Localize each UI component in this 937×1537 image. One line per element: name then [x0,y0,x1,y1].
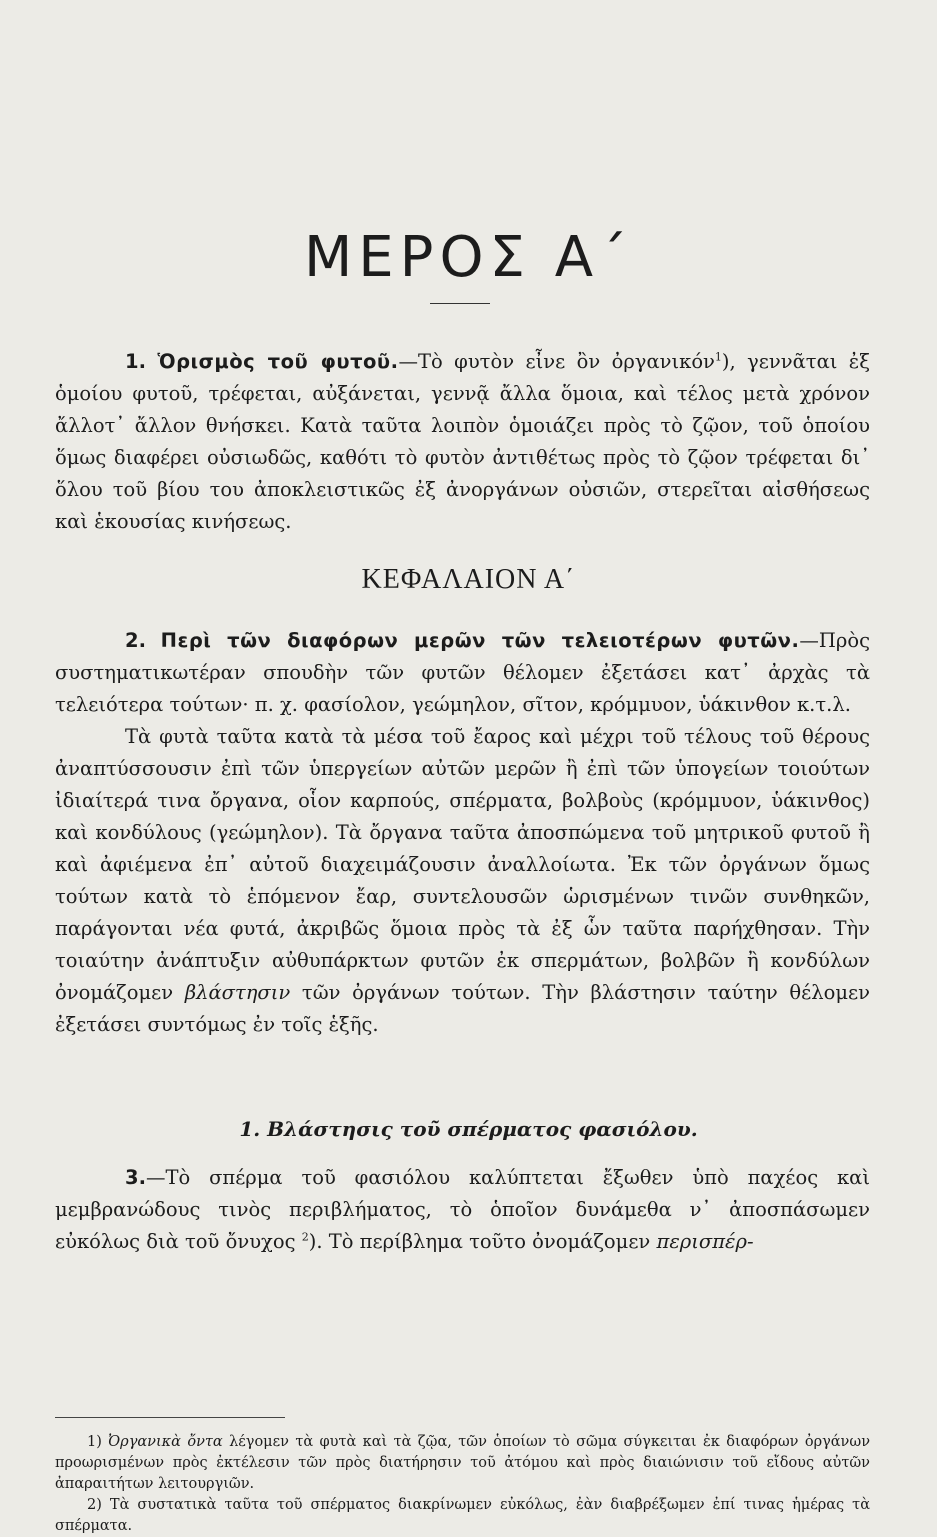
section-2-number: 2. [125,629,146,652]
section-1-heading: Ὁρισμὸς τοῦ φυτοῦ. [157,350,399,373]
footnote-1-text: λέγομεν τὰ φυτὰ καὶ τὰ ζῷα, τῶν ὁποίων τὸ σῶμα σύγκειται ἐκ διαφόρων ὀργάνων προωρισμένων πρὸς ἐκτέλεσιν τῶν πρὸς διατήρησιν τοῦ ἀτόμου καὶ πρὸς διαιώνισιν τοῦ εἴδους αὐτῶν ἀπαραιτήτων λειτουργιῶν. [55,1434,871,1492]
section-1-text-b: ), γεννᾶται ἐξ ὁμοίου φυτοῦ, τρέφεται, αὐξάνεται, γεννᾷ ἄλλα ὅμοια, καὶ τέλος μετὰ χρόνον ἄλλοτ᾽ ἄλλον θνήσκει. Κατὰ ταῦτα λοιπὸν ὁμοιάζει πρὸς τὸ ζῷον, τοῦ ὁποίου ὅμως διαφέρει οὐσιωδῶς, καθότι τὸ φυτὸν ἀντιθέτως πρὸς τὸ ζῷον τρέφεται δι᾽ ὅλου τοῦ βίου του ἀποκλειστικῶς ἐξ ἀνοργάνων οὐσιῶν, στερεῖται αἰσθήσεως καὶ ἑκουσίας κινήσεως. [55,350,870,533]
section-3-paragraph [55,1162,870,1258]
section-2 [55,625,870,1041]
section-2-para2-a: Τὰ φυτὰ ταῦτα κατὰ τὰ μέσα τοῦ ἔαρος καὶ μέχρι τοῦ τέλους τοῦ θέρους ἀναπτύσσουσιν ἐπὶ τῶν ὑπεργείων αὐτῶν μερῶν ἢ ἐπὶ τῶν ὑπογείων τοιούτων ἰδιαίτερά τινα ὄργανα, οἷον καρπούς, σπέρματα, βολβοὺς (κρόμμυον, ὑάκινθος) καὶ κονδύλους (γεώμηλον). Τὰ ὄργανα ταῦτα ἀποσπώμενα τοῦ μητρικοῦ φυτοῦ ἢ καὶ ἀφιέμενα ἐπ᾽ αὐτοῦ διαχειμάζουσιν ἀναλλοίωτα. Ἐκ τῶν ὀργάνων ὅμως τούτων κατὰ τὸ ἑπόμενον ἔαρ, συντελουσῶν ὡρισμένων τινῶν συνθηκῶν, παράγονται νέα φυτά, ἀκριβῶς ὅμοια πρὸς τὰ ἐξ ὧν ταῦτα παρήχθησαν. Τὴν τοιαύτην ἀνάπτυξιν αὐθυπάρκτων φυτῶν ἐκ σπερμάτων, βολβῶν ἢ κονδύλων ὀνομάζομεν [55,725,870,1004]
footnotes [55,1432,870,1537]
footnote-ref-1: 1 [714,350,722,364]
section-3-term: περισπέρ- [656,1230,754,1253]
section-2-paragraph-2 [55,721,870,1041]
section-2-heading: Περὶ τῶν διαφόρων μερῶν τῶν τελειοτέρων φυτῶν. [160,629,800,652]
section-1 [55,346,870,538]
footnote-rule [55,1417,285,1418]
section-3 [55,1162,870,1258]
footnote-2: 2) Τὰ συστατικὰ ταῦτα τοῦ σπέρματος διακρίνωμεν εὐκόλως, ἐὰν διαβρέξωμεν ἐπί τινας ἡμέρας τὰ σπέρματα. [55,1497,870,1534]
chapter-title: ΚΕΦΑΛΑΙΟΝ Α΄ [361,564,576,595]
section-3-text-b: ). Τὸ περίβλημα τοῦτο ὀνομάζομεν [308,1230,657,1253]
footnote-1-term: Ὀργανικὰ ὄντα [108,1434,223,1450]
section-2-paragraph-1 [55,625,870,721]
section-2-term: βλάστησιν [184,981,291,1004]
footnote-ref-2: 2 [301,1230,309,1244]
part-title: ΜΕΡΟΣ Α΄ [303,225,634,290]
footnote-1-label: 1) [87,1434,109,1450]
subsection-title: 1. Βλάστησις τοῦ σπέρματος φασιόλου. [239,1117,698,1141]
footnote-1 [55,1432,870,1495]
section-2-para2-b: τῶν ὀργάνων τούτων. Τὴν βλάστησιν ταύτην θέλομεν ἐξετάσει συντόμως ἐν τοῖς ἑξῆς. [55,981,870,1036]
section-1-text-a: —Τὸ φυτὸν εἶνε ὂν ὀργανικόν [398,350,715,373]
section-2-text: —Πρὸς συστηματικωτέραν σπουδὴν τῶν φυτῶν θέλομεν ἐξετάσει κατ᾽ ἀρχὰς τὰ τελειότερα τούτων· π. χ. φασίολον, γεώμηλον, σῖτον, κρόμμυον, ὑάκινθον κ.τ.λ. [55,629,871,716]
section-1-paragraph [55,346,870,538]
section-3-number: 3. [125,1166,146,1189]
section-1-number: 1. [125,350,146,373]
title-rule [430,303,490,304]
section-3-text-a: —Τὸ σπέρμα τοῦ φασιόλου καλύπτεται ἔξωθεν ὑπὸ παχέος καὶ μεμβρανώδους τινὸς περιβλήματος, τὸ ὁποῖον δυνάμεθα ν᾽ ἀποσπάσωμεν εὐκόλως διὰ τοῦ ὄνυχος [55,1166,870,1253]
